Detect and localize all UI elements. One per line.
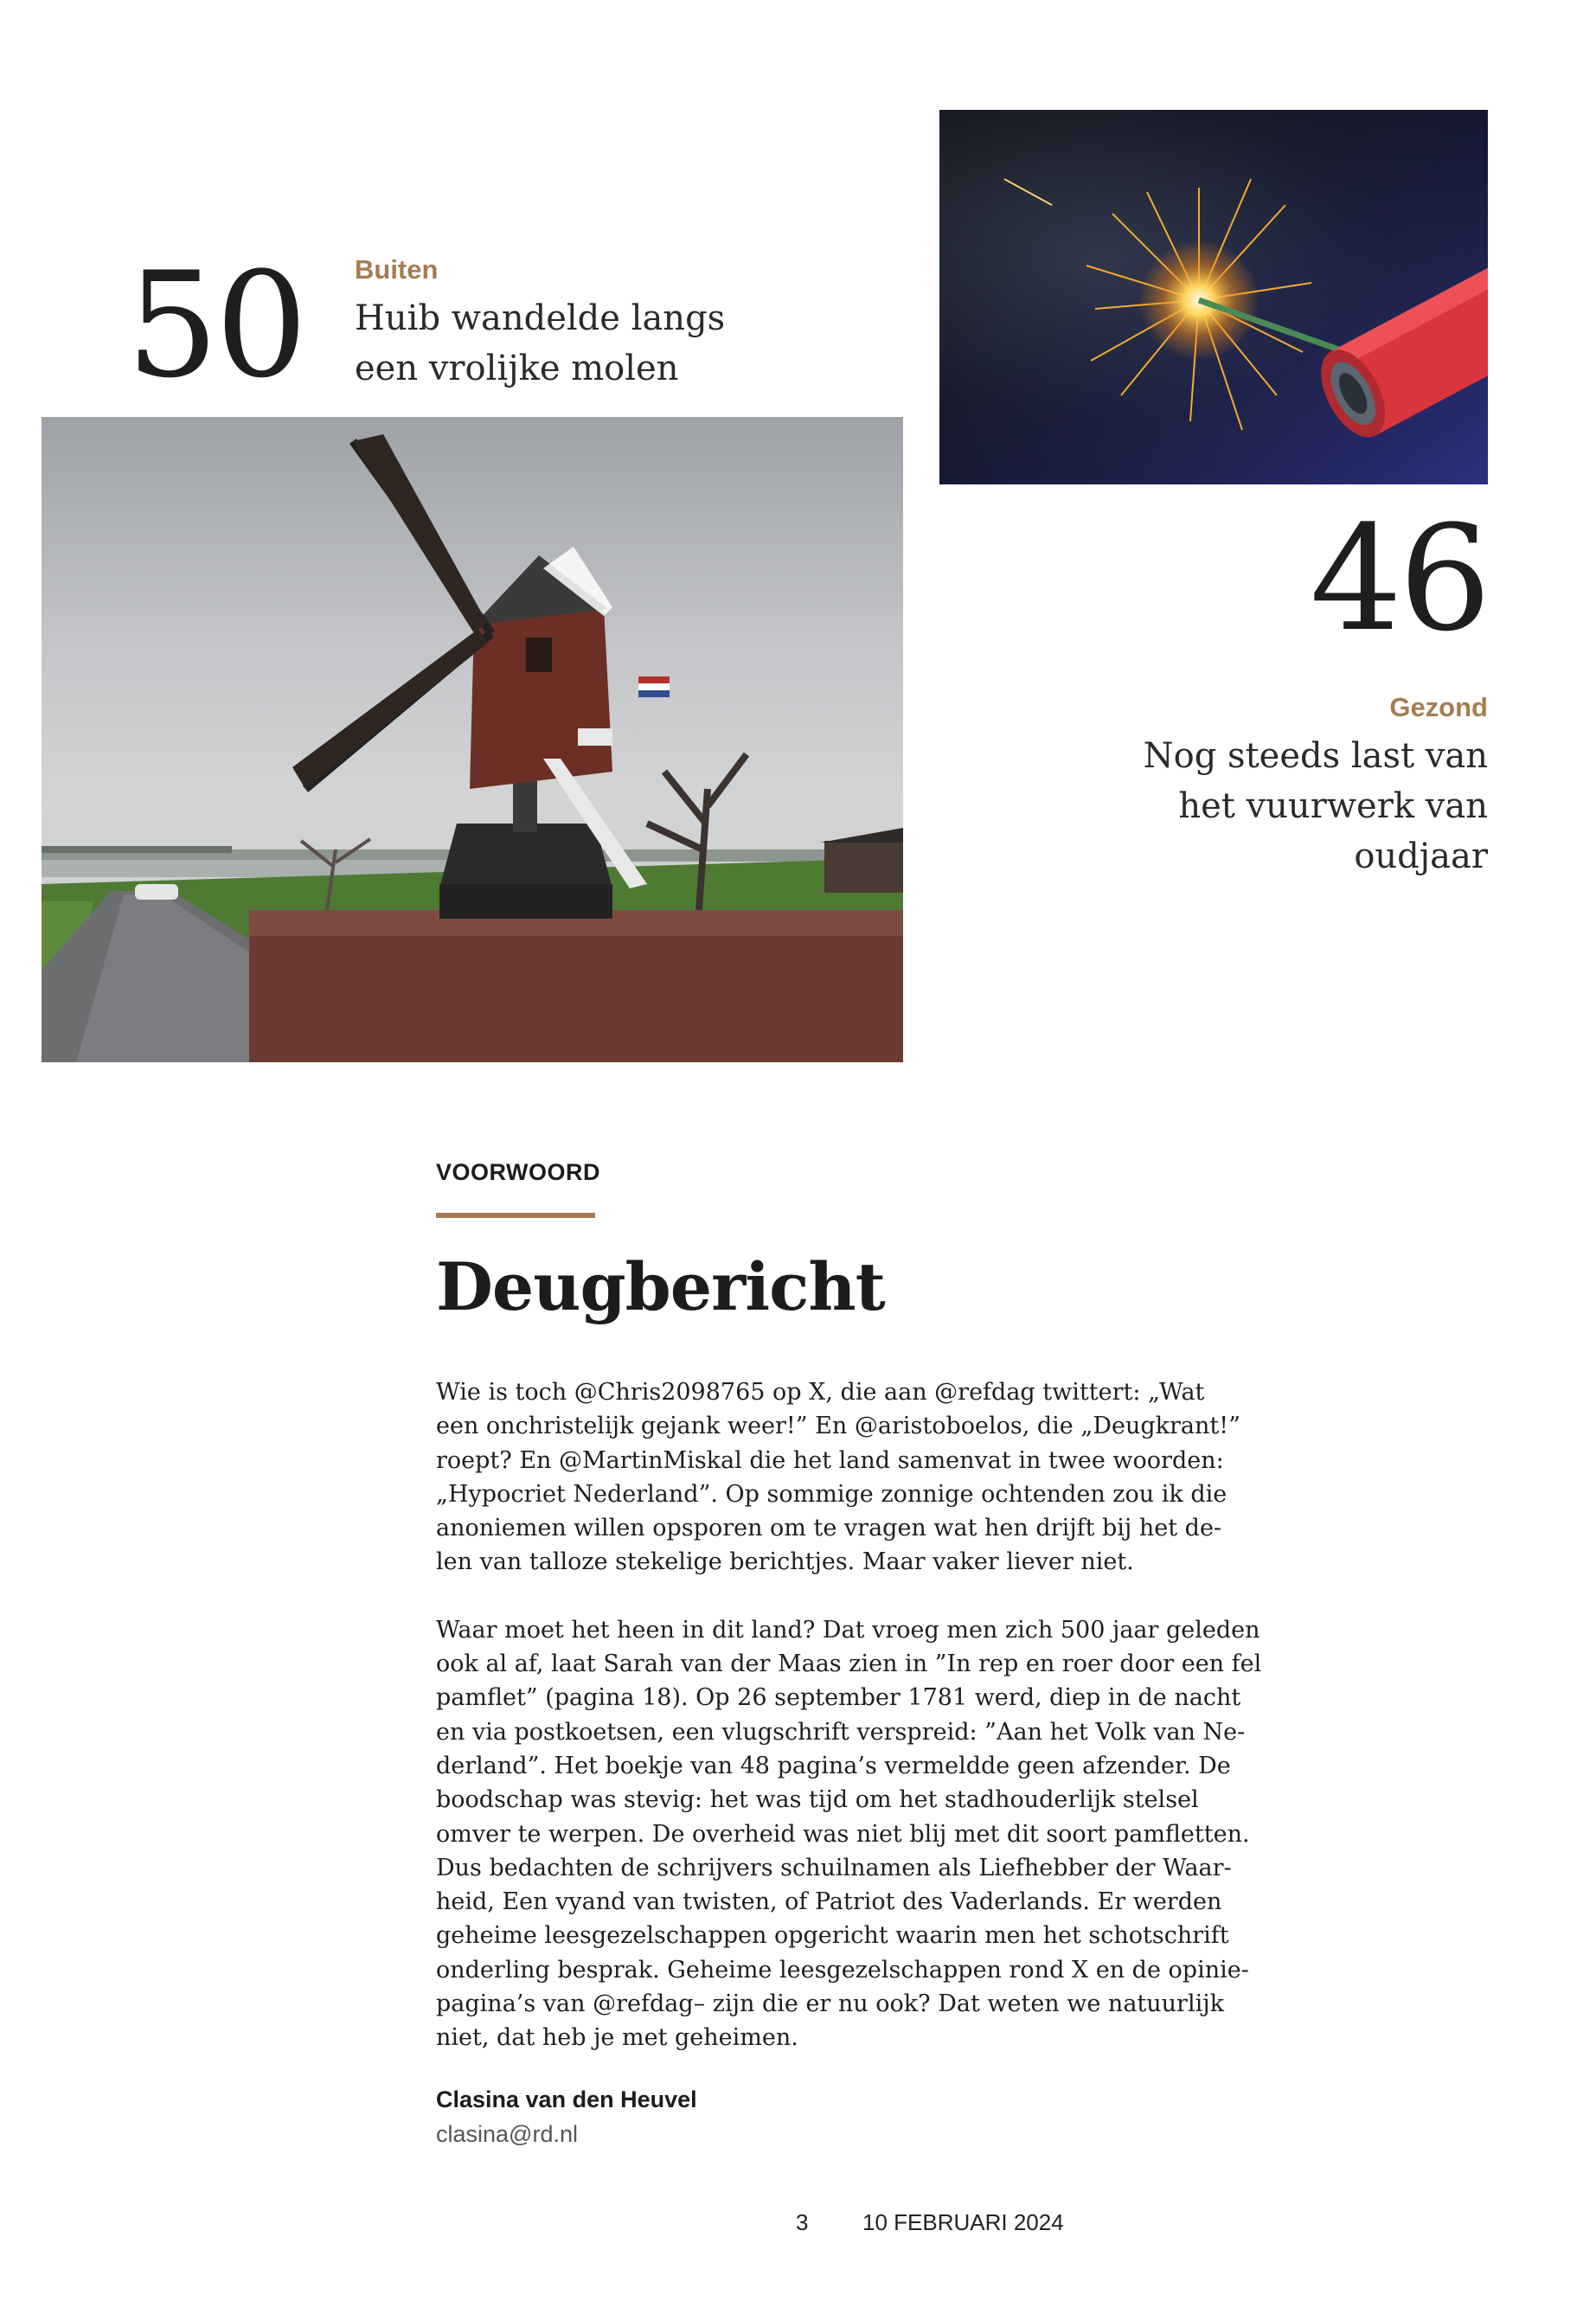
- text-line: boodschap was stevig: het was tijd om het stadhouderlijk stelsel: [436, 1786, 1199, 1814]
- teaser-title-line: Huib wandelde langs: [355, 298, 726, 338]
- teaser-category-gezond[interactable]: Gezond: [1389, 692, 1488, 722]
- teaser-title-vuurwerk[interactable]: [969, 731, 1488, 881]
- text-line: onderling besprak. Geheime leesgezelschappen rond X en de opinie-: [436, 1956, 1249, 1984]
- text-line: Waar moet het heen in dit land? Dat vroeg men zich 500 jaar geleden: [436, 1616, 1260, 1644]
- article-paragraph: [436, 1613, 1262, 2055]
- windmill-photo[interactable]: [42, 417, 903, 1062]
- text-line: len van talloze stekelige berichtjes. Maar vaker liever niet.: [436, 1548, 1134, 1576]
- text-line: heid, Een vyand van twisten, of Patriot des Vaderlands. Er werden: [436, 1888, 1222, 1916]
- author-email-link[interactable]: clasina@rd.nl: [436, 2121, 578, 2147]
- teaser-category-buiten[interactable]: Buiten: [355, 254, 439, 285]
- section-rule: [436, 1213, 595, 1218]
- article-paragraph: [436, 1375, 1240, 1580]
- article-body: [436, 1375, 1262, 2055]
- teaser-title-line: een vrolijke molen: [355, 349, 679, 388]
- teaser-title-molen[interactable]: [355, 293, 891, 394]
- article-headline: Deugbericht: [436, 1248, 885, 1325]
- text-line: anoniemen willen opsporen om te vragen wat hen drijft bij het de-: [436, 1515, 1222, 1542]
- teaser-title-line: het vuurwerk van: [1178, 786, 1488, 826]
- teaser-title-line: oudjaar: [1354, 836, 1488, 876]
- text-line: pagina’s van @refdag– zijn die er nu ook? Dat weten we natuurlijk: [436, 1990, 1224, 2018]
- text-line: Dus bedachten de schrijvers schuilnamen als Liefhebber der Waar-: [436, 1854, 1232, 1881]
- text-line: omver te werpen. De overheid was niet blij met dit soort pamfletten.: [436, 1820, 1250, 1848]
- firework-photo[interactable]: [939, 110, 1488, 484]
- author-name: Clasina van den Heuvel: [436, 2086, 697, 2112]
- teaser-number-50[interactable]: 50: [126, 240, 304, 410]
- text-line: derland”. Het boekje van 48 pagina’s vermeldde geen afzender. De: [436, 1752, 1231, 1779]
- text-line: pamflet” (pagina 18). Op 26 september 1781 werd, diep in de nacht: [436, 1684, 1241, 1712]
- text-line: roept? En @MartinMiskal die het land samenvat in twee woorden:: [436, 1446, 1224, 1474]
- text-line: „Hypocriet Nederland”. Op sommige zonnige ochtenden zou ik die: [436, 1480, 1227, 1508]
- teaser-title-line: Nog steeds last van: [1143, 736, 1488, 776]
- page-number: 3: [796, 2209, 809, 2235]
- text-line: een onchristelijk gejank weer!” En @aristoboelos, die „Deugkrant!”: [436, 1413, 1240, 1440]
- text-line: geheime leesgezelschappen opgericht waarin men het schotschrift: [436, 1922, 1229, 1950]
- text-line: ook al af, laat Sarah van der Maas zien in ”In rep en roer door een fel: [436, 1650, 1262, 1678]
- firework-illustration: [939, 110, 1488, 484]
- issue-date: 10 FEBRUARI 2024: [862, 2209, 1064, 2235]
- text-line: Wie is toch @Chris2098765 op X, die aan @refdag twittert: „Wat: [436, 1379, 1205, 1406]
- section-label: VOORWOORD: [436, 1159, 601, 1185]
- text-line: en via postkoetsen, een vlugschrift verspreid: ”Aan het Volk van Ne-: [436, 1718, 1246, 1746]
- windmill-illustration: [42, 417, 903, 1062]
- teaser-number-46[interactable]: 46: [1310, 494, 1488, 663]
- text-line: niet, dat heb je met geheimen.: [436, 2024, 798, 2052]
